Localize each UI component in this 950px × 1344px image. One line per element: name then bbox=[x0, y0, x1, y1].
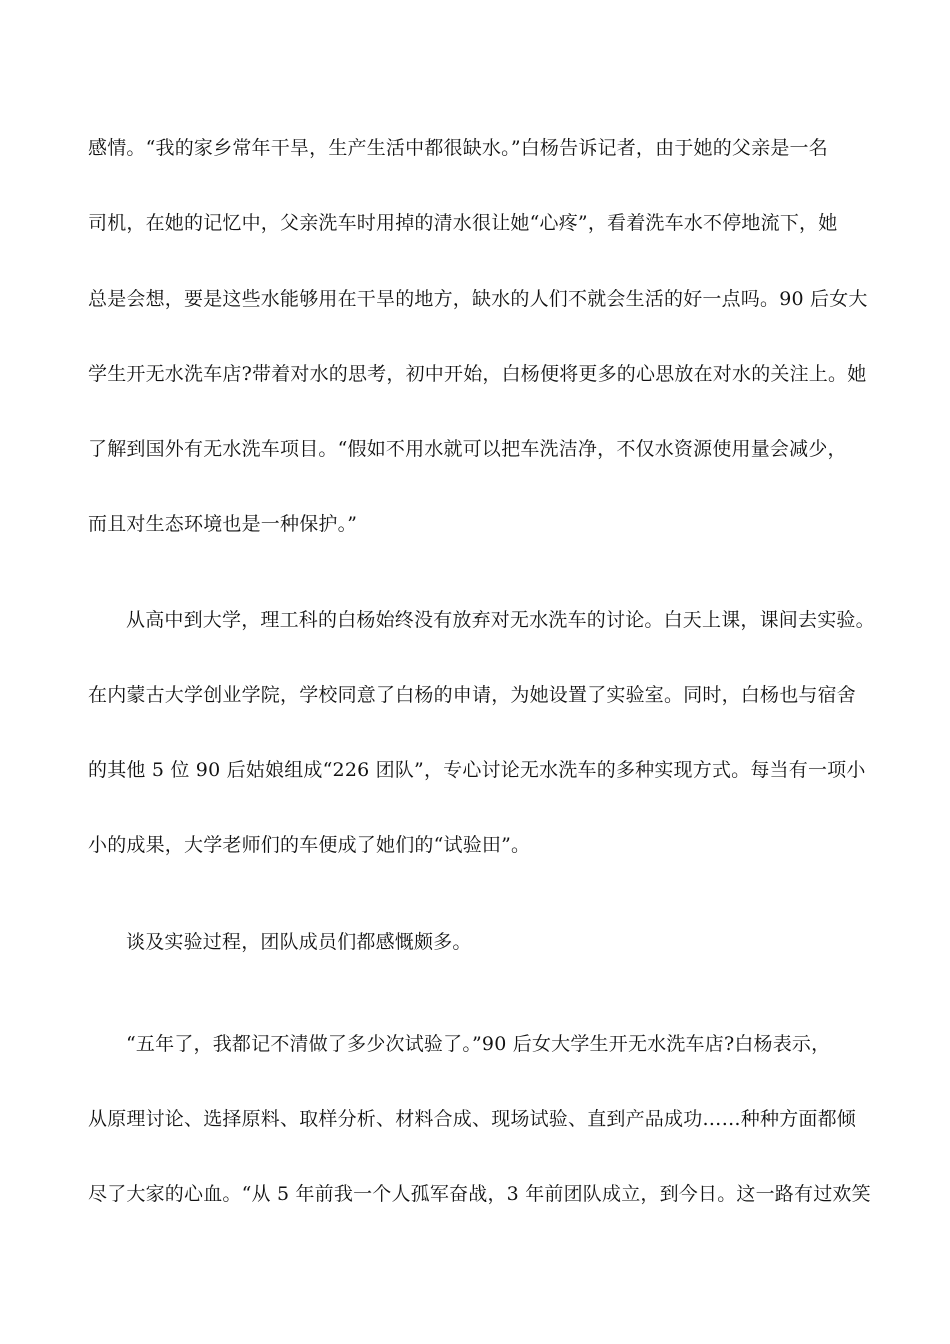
text-line: 学生开无水洗车店?带着对水的思考，初中开始，白杨便将更多的心思放在对水的关注上。她 bbox=[88, 363, 867, 385]
text-line: 总是会想，要是这些水能够用在干旱的地方，缺水的人们不就会生活的好一点吗。90 后女大 bbox=[88, 288, 868, 310]
text-line: “五年了，我都记不清做了多少次试验了。”90 后女大学生开无水洗车店?白杨表示， bbox=[126, 1033, 831, 1055]
text-line: 小的成果，大学老师们的车便成了她们的“试验田”。 bbox=[88, 834, 531, 856]
text-line: 在内蒙古大学创业学院，学校同意了白杨的申请，为她设置了实验室。同时，白杨也与宿舍 bbox=[88, 684, 857, 706]
text-line: 谈及实验过程，团队成员们都感慨颇多。 bbox=[126, 931, 472, 953]
text-line: 尽了大家的心血。“从 5 年前我一个人孤军奋战，3 年前团队成立，到今日。这一路有过欢笑 bbox=[88, 1183, 871, 1205]
text-line: 的其他 5 位 90 后姑娘组成“226 团队”，专心讨论无水洗车的多种实现方式。每当有一项小 bbox=[88, 759, 866, 781]
text-line: 感情。“我的家乡常年干旱，生产生活中都很缺水。”白杨告诉记者，由于她的父亲是一名 bbox=[88, 137, 828, 159]
text-line: 从原理讨论、选择原料、取样分析、材料合成、现场试验、直到产品成功……种种方面都倾 bbox=[88, 1108, 857, 1130]
text-line: 司机，在她的记忆中，父亲洗车时用掉的清水很让她“心疼”，看着洗车水不停地流下，她 bbox=[88, 212, 838, 234]
text-line: 从高中到大学，理工科的白杨始终没有放弃对无水洗车的讨论。白天上课，课间去实验。 bbox=[126, 609, 875, 631]
text-line: 而且对生态环境也是一种保护。” bbox=[88, 513, 358, 535]
text-line: 了解到国外有无水洗车项目。“假如不用水就可以把车洗洁净，不仅水资源使用量会减少， bbox=[88, 438, 847, 460]
